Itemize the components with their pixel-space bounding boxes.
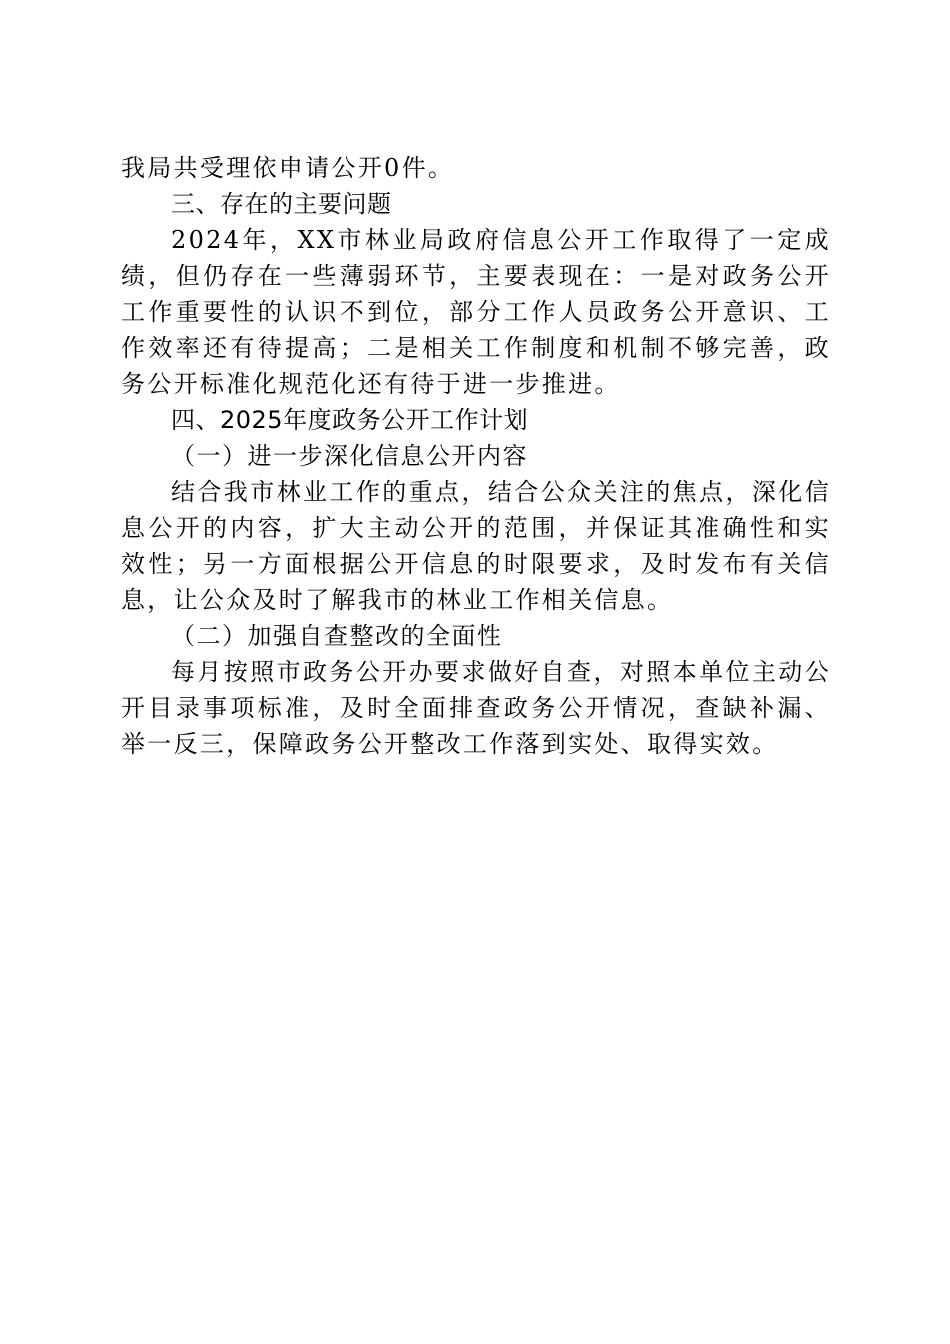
paragraph-application-count: 我局共受理依申请公开0件。: [121, 154, 455, 182]
subheading-deepen-content: （一）进一步深化信息公开内容: [171, 442, 528, 470]
paragraph-main-problems: 2024年，XX市林业局政府信息公开工作取得了一定成绩，但仍存在一些薄弱环节，主要表现在：一是对政务公开工作重要性的认识不到位，部分工作人员政务公开意识、工作效率还有待提高；二是相关工作制度和机制不够完善，政务公开标准化规范化还有待于进一步推进。: [121, 226, 831, 398]
section-heading-main-problems: 三、存在的主要问题: [171, 190, 392, 218]
document-body: [121, 150, 831, 762]
subheading-self-inspection: （二）加强自查整改的全面性: [171, 622, 503, 650]
paragraph-self-inspection: 每月按照市政务公开办要求做好自查，对照本单位主动公开目录事项标准，及时全面排查政务公开情况，查缺补漏、举一反三，保障政务公开整改工作落到实处、取得实效。: [121, 658, 831, 758]
paragraph-deepen-content: 结合我市林业工作的重点，结合公众关注的焦点，深化信息公开的内容，扩大主动公开的范围，并保证其准确性和实效性；另一方面根据公开信息的时限要求，及时发布有关信息，让公众及时了解我市的林业工作相关信息。: [121, 478, 831, 614]
section-heading-work-plan: 四、2025年度政务公开工作计划: [171, 406, 529, 434]
